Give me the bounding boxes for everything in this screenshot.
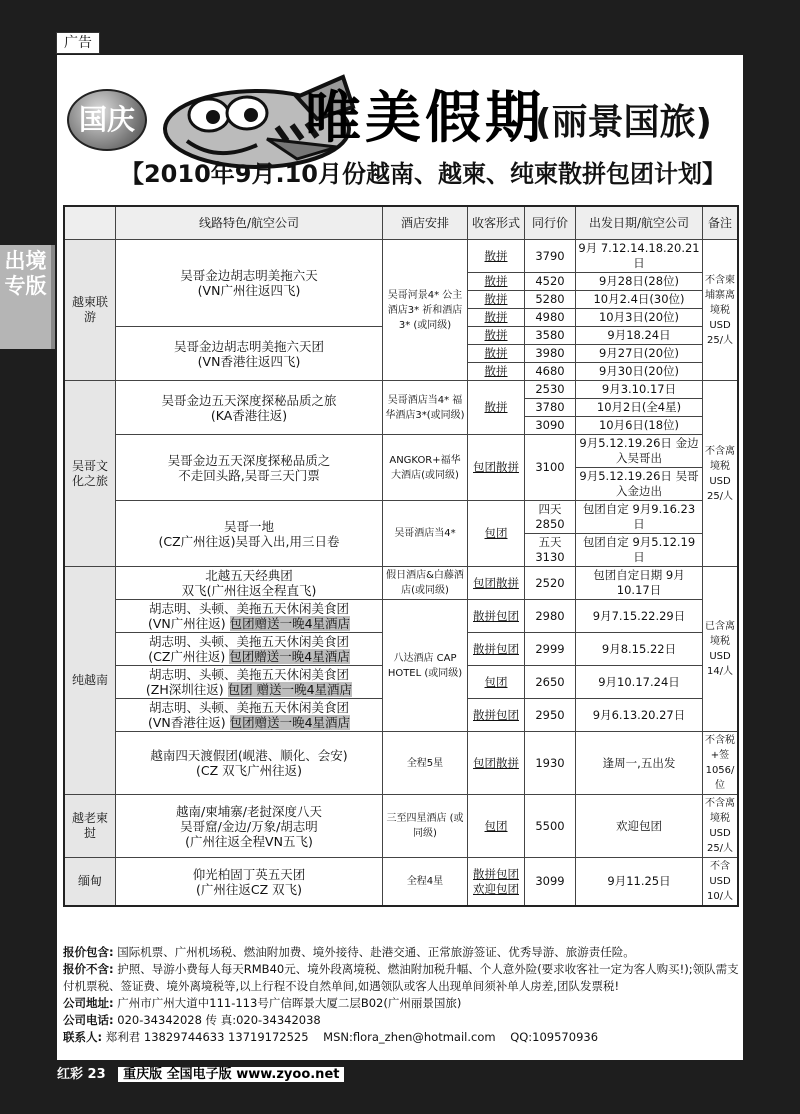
price-includes [63,944,739,961]
route-title: 吴哥金边五天深度探秘品质之旅 [161,392,337,408]
hotel-cell: 吴哥酒店当4* 福华酒店3*(或同级) [383,381,468,435]
date-cell: 9月8.15.22日 [576,633,703,666]
section-tab: 出境专版 [0,245,55,349]
route-title: 吴哥金边胡志明美拖六天 [180,268,318,283]
route-cell [116,381,383,435]
region-cell: 纯越南 [64,567,116,795]
route-cell [116,600,383,633]
route-detail: (广州往返CZ 双飞) [195,881,303,897]
date-cell: 欢迎包团 [576,795,703,858]
msn-text: MSN:flora_zhen@hotmail.com [323,1030,496,1044]
price-cell: 2530 [525,381,576,399]
date-cell: 9月 7.12.14.18.20.21日 [576,240,703,273]
gift-highlight: 包团赠送一晚4星酒店 [229,649,350,664]
brand-subtitle: (丽景国旅) [535,102,712,143]
includes-text: 国际机票、广州机场税、燃油附加费、境外接待、赴港交通、正常旅游签证、优秀导游、旅游责任险。 [117,945,635,959]
booking-type: 散拼 [468,240,525,273]
booking-type: 散拼 [468,363,525,381]
page-footer [57,1064,344,1086]
booking-type: 散拼 [468,327,525,345]
route-detail: (VN广州往返) [147,616,226,631]
table-row [64,795,738,858]
date-cell: 10月2日(全4星) [576,399,703,417]
national-day-badge: 国庆 [67,89,147,151]
price-cell: 四天 2850 [525,501,576,534]
gift-highlight: 包团 赠送一晚4星酒店 [227,682,353,697]
column-header-type: 收客形式 [468,206,525,240]
hotel-cell: 吴哥河景4* 公主酒店3* 祈和酒店3* (或同级) [383,240,468,381]
route-title: 胡志明、头顿、美拖五天休闲美食团 [148,601,349,616]
table-row [64,240,738,273]
booking-type: 散拼 [468,345,525,363]
route-detail: (CZ广州往返) [148,649,226,664]
price-cell: 4980 [525,309,576,327]
table-row [64,600,738,633]
route-cell [116,240,383,327]
company-address [63,995,739,1012]
booking-type: 散拼 [468,309,525,327]
contact-text: 郑利君 13829744633 13719172525 [105,1030,309,1044]
booking-type: 包团散拼 [468,435,525,501]
gift-highlight: 包团赠送一晚4星酒店 [229,715,351,730]
price-cell: 2520 [525,567,576,600]
contact-label: 联系人: [63,1030,103,1044]
contact-line [63,1029,739,1046]
price-cell: 3099 [525,858,576,907]
date-cell: 9月11.25日 [576,858,703,907]
excludes-label: 报价不含: [63,962,114,976]
phone-text: 020-34342028 传 真:020-34342038 [117,1013,321,1027]
note-cell: 不含离境税USD 25/人 [703,381,739,567]
note-cell: 不含离境税USD 25/人 [703,795,739,858]
column-header-note: 备注 [703,206,739,240]
price-cell: 4520 [525,273,576,291]
route-title: 吴哥金边五天深度探秘品质之 [167,452,331,468]
booking-type: 散拼包团 欢迎包团 [468,858,525,907]
route-detail: 吴哥窟/金边/万象/胡志明 [180,818,318,834]
booking-type: 包团散拼 [468,567,525,600]
footer-info [63,944,739,1046]
route-cell [116,633,383,666]
date-cell: 10月2.4日(30位) [576,291,703,309]
address-text: 广州市广州大道中111-113号广信晖景大厦二层B02(广州丽景国旅) [117,996,462,1010]
price-cell: 5280 [525,291,576,309]
qq-text: QQ:109570936 [510,1030,599,1044]
table-row [64,501,738,534]
table-header-row [64,206,738,240]
route-title: 吴哥一地 [223,518,274,534]
date-cell: 10月3日(20位) [576,309,703,327]
column-header-price: 同行价 [525,206,576,240]
date-cell: 包团自定 9月5.12.19日 [576,534,703,567]
table-row [64,732,738,795]
gift-highlight: 包团赠送一晚4星酒店 [229,616,351,631]
price-cell: 五天 3130 [525,534,576,567]
address-label: 公司地址: [63,996,114,1010]
date-cell: 包团自定日期 9月10.17日 [576,567,703,600]
route-title: 胡志明、头顿、美拖五天休闲美食团 [148,667,349,682]
region-cell: 越柬联游 [64,240,116,381]
edition-label: 重庆版 全国电子版 www.zyoo.net [118,1067,344,1082]
date-cell: 9月5.12.19.26日 吴哥入金边出 [576,468,703,501]
route-cell [116,795,383,858]
route-title: 仰光柏固丁英五天团 [192,866,306,882]
route-detail: (广州往返全程VN五飞) [185,833,313,849]
route-cell [116,501,383,567]
date-cell: 9月27日(20位) [576,345,703,363]
route-cell [116,732,383,795]
hotel-cell: 假日酒店&白藤酒店(或同级) [383,567,468,600]
excludes-text: 护照、导游小费每人每天RMB40元、境外段离境税、燃油附加税升幅、个人意外险(要求收客社一定为客人购买!);领队需支付机票税、签证费、境外离境税等,以上行程不设自然单间,如遇领队或客人出现单间须补单人房差,团队发票税! [63,962,739,993]
date-cell: 9月30日(20位) [576,363,703,381]
route-title: 吴哥金边胡志明美拖六天团 [173,338,324,354]
date-cell: 逢周一,五出发 [576,732,703,795]
price-excludes [63,961,739,995]
booking-type: 散拼 [468,381,525,435]
column-header-region [64,206,116,240]
includes-label: 报价包含: [63,945,114,959]
hotel-cell: 吴哥酒店当4* [383,501,468,567]
price-cell: 2950 [525,699,576,732]
price-cell: 4680 [525,363,576,381]
route-detail: (VN香港往返) [147,715,226,730]
route-detail: (VN广州往返四飞) [197,283,301,298]
route-cell [116,567,383,600]
table-row [64,435,738,468]
date-cell: 9月28日(28位) [576,273,703,291]
route-detail: (CZ 双飞广州往返) [195,763,303,778]
hotel-cell: 全程4星 [383,858,468,907]
booking-type: 包团 [468,501,525,567]
price-cell: 2999 [525,633,576,666]
region-cell: 缅甸 [64,858,116,907]
booking-type: 散拼包团 [468,600,525,633]
note-cell: 不含USD 10/人 [703,858,739,907]
route-cell [116,699,383,732]
header [57,55,743,195]
page-headline: 【2010年9月.10月份越南、越柬、纯柬散拼包团计划】 [119,160,726,188]
price-cell: 2980 [525,600,576,633]
date-cell: 9月10.17.24日 [576,666,703,699]
price-cell: 3100 [525,435,576,501]
booking-type: 散拼包团 [468,699,525,732]
column-header-hotel: 酒店安排 [383,206,468,240]
route-detail: (VN香港往返四飞) [197,353,301,369]
date-cell: 9月7.15.22.29日 [576,600,703,633]
route-detail: (KA香港往返) [210,407,288,423]
date-cell: 9月5.12.19.26日 金边入吴哥出 [576,435,703,468]
booking-type: 散拼包团 [468,633,525,666]
route-title: 越南/柬埔寨/老挝深度八天 [176,803,322,819]
hotel-cell: 全程5星 [383,732,468,795]
price-cell: 3980 [525,345,576,363]
route-cell [116,666,383,699]
table-row [64,381,738,399]
brand-title: 唯美假期 [305,86,545,151]
route-title: 越南四天渡假团(岘港、顺化、会安) [150,748,348,763]
column-header-date: 出发日期/航空公司 [576,206,703,240]
note-cell: 不含柬埔寨离境税USD 25/人 [703,240,739,381]
tour-plan-table [63,205,739,907]
price-cell: 3090 [525,417,576,435]
route-detail: (ZH深圳往返) [145,682,224,697]
route-detail: (CZ广州往返)吴哥入出,用三日卷 [158,533,340,549]
date-cell: 9月18.24日 [576,327,703,345]
route-detail: 不走回头路,吴哥三天门票 [178,467,320,483]
price-cell: 3780 [525,399,576,417]
route-detail: 双飞(广州往返全程直飞) [181,583,317,598]
ad-label: 广告 [56,32,100,54]
route-cell [116,435,383,501]
region-cell: 吴哥文化之旅 [64,381,116,567]
booking-type: 包团 [468,666,525,699]
price-cell: 3790 [525,240,576,273]
price-cell: 5500 [525,795,576,858]
page-number: 红彩 23 [57,1067,106,1082]
phone-label: 公司电话: [63,1013,114,1027]
table-row [64,567,738,600]
booking-type: 包团 [468,795,525,858]
booking-type: 散拼 [468,291,525,309]
date-cell: 10月6日(18位) [576,417,703,435]
booking-type: 包团散拼 [468,732,525,795]
column-header-route: 线路特色/航空公司 [116,206,383,240]
note-cell: 不含税+签1056/位 [703,732,739,795]
route-title: 胡志明、头顿、美拖五天休闲美食团 [148,634,349,649]
route-cell [116,327,383,381]
price-cell: 2650 [525,666,576,699]
route-title: 胡志明、头顿、美拖五天休闲美食团 [148,700,349,715]
hotel-cell: 三至四星酒店 (或同级) [383,795,468,858]
price-cell: 1930 [525,732,576,795]
company-phone [63,1012,739,1029]
booking-type: 散拼 [468,273,525,291]
date-cell: 9月3.10.17日 [576,381,703,399]
route-title: 北越五天经典团 [205,568,293,583]
date-cell: 9月6.13.20.27日 [576,699,703,732]
route-cell [116,858,383,907]
note-cell: 已含离境税USD 14/人 [703,567,739,732]
hotel-cell: 八达酒店 CAP HOTEL (或同级) [383,600,468,732]
table-row [64,858,738,907]
date-cell: 包团自定 9月9.16.23日 [576,501,703,534]
hotel-cell: ANGKOR+福华大酒店(或同级) [383,435,468,501]
region-cell: 越老柬挝 [64,795,116,858]
price-cell: 3580 [525,327,576,345]
